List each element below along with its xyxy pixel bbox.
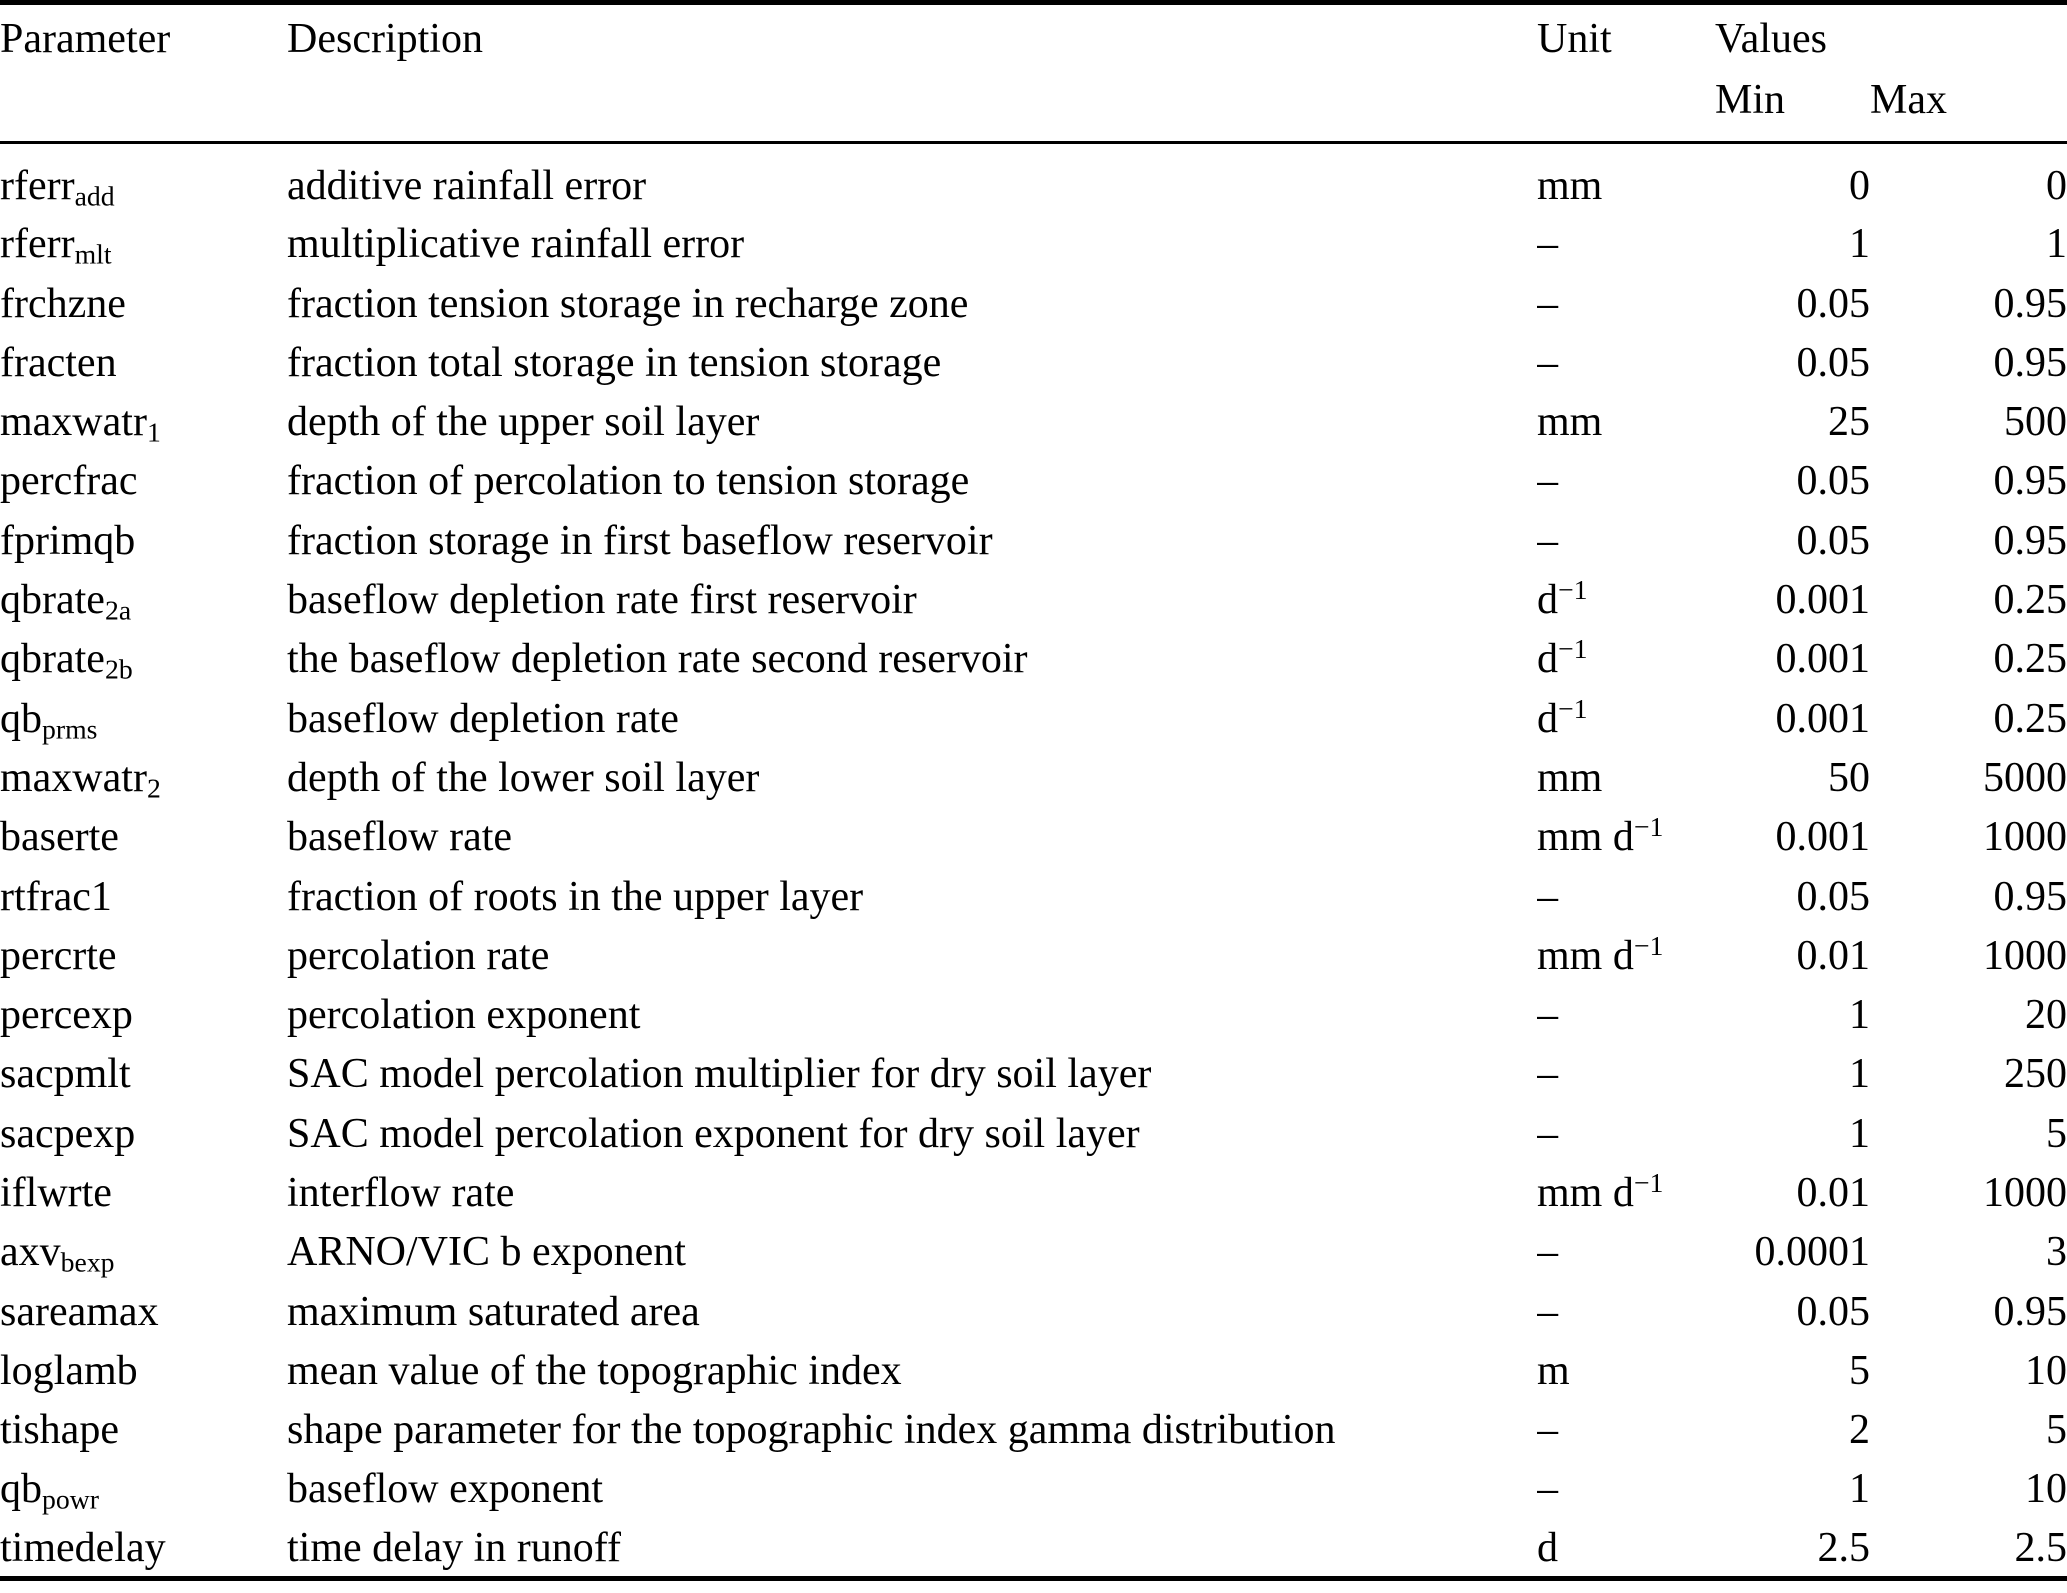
unit-text: mm — [1537, 399, 1603, 446]
min-value: 1 — [1849, 1466, 1870, 1513]
max-value: 10 — [2025, 1466, 2067, 1513]
column-header-unit: Unit — [1537, 3, 1715, 73]
min-value: 0.01 — [1796, 1170, 1870, 1216]
column-header-min: Min — [1715, 73, 1870, 143]
parameter-cell — [0, 689, 287, 748]
table-row — [0, 689, 2067, 748]
min-value: 0.01 — [1796, 932, 1870, 979]
parameter-name: loglamb — [0, 1347, 138, 1394]
min-value: 1 — [1849, 1110, 1870, 1157]
header-spacer — [0, 73, 1715, 143]
parameter-cell — [0, 926, 287, 985]
parameter-name: rtfrac1 — [0, 873, 112, 920]
max-value: 10 — [2025, 1347, 2067, 1394]
parameter-cell — [0, 215, 287, 274]
parameter-name: rferr — [0, 221, 75, 268]
unit-text: – — [1537, 458, 1558, 505]
unit-cell — [1537, 867, 1715, 926]
unit-cell — [1537, 1223, 1715, 1282]
min-value: 0.05 — [1796, 339, 1870, 386]
max-value: 0.95 — [1993, 280, 2067, 327]
parameter-name: percexp — [0, 992, 133, 1039]
parameter-subscript: add — [74, 180, 115, 212]
parameter-name: qb — [0, 1466, 42, 1513]
unit-cell — [1537, 143, 1715, 215]
parameter-name: percrte — [0, 932, 117, 979]
table-row — [0, 274, 2067, 333]
parameter-name: baserte — [0, 814, 119, 861]
unit-cell — [1537, 1164, 1715, 1223]
parameter-subscript: 2b — [104, 653, 133, 685]
parameter-name: iflwrte — [0, 1170, 112, 1216]
parameter-name: qbrate — [0, 577, 105, 624]
description-cell: percolation exponent — [287, 992, 641, 1039]
min-value: 1 — [1849, 221, 1870, 268]
unit-exponent: −1 — [1633, 811, 1664, 843]
table-header — [0, 3, 2067, 143]
description-cell: baseflow exponent — [287, 1466, 604, 1513]
table-row — [0, 511, 2067, 570]
unit-text: mm d — [1537, 1170, 1634, 1216]
header-row-1 — [0, 3, 2067, 73]
unit-cell — [1537, 1401, 1715, 1460]
description-cell: the baseflow depletion rate second reservoir — [287, 636, 1028, 683]
unit-text: – — [1537, 873, 1558, 920]
parameter-cell — [0, 511, 287, 570]
max-value: 0 — [2046, 162, 2067, 209]
parameter-name: percfrac — [0, 458, 138, 505]
description-cell: SAC model percolation multiplier for dry soil layer — [287, 1051, 1152, 1098]
parameter-cell — [0, 452, 287, 511]
unit-text: – — [1537, 517, 1558, 564]
min-value: 1 — [1849, 992, 1870, 1039]
parameter-cell — [0, 748, 287, 807]
description-cell: multiplicative rainfall error — [287, 221, 745, 268]
parameter-cell — [0, 986, 287, 1045]
header-row-2 — [0, 73, 2067, 143]
min-value: 0.05 — [1796, 873, 1870, 920]
description-cell: time delay in runoff — [287, 1519, 1537, 1578]
unit-text: m — [1537, 1347, 1570, 1394]
table-row — [0, 867, 2067, 926]
parameter-cell — [0, 333, 287, 392]
min-value: 0.05 — [1796, 1288, 1870, 1335]
column-header-max: Max — [1870, 73, 2067, 143]
parameter-name: timedelay — [0, 1524, 166, 1571]
parameter-name: frchzne — [0, 280, 126, 327]
max-value: 1000 — [1983, 1170, 2067, 1216]
unit-cell — [1537, 1045, 1715, 1104]
unit-cell — [1537, 1519, 1715, 1578]
description-cell: shape parameter for the topographic index gamma distribution — [287, 1407, 1336, 1454]
min-value: 0 — [1849, 162, 1870, 209]
table-row — [0, 986, 2067, 1045]
description-cell: maximum saturated area — [287, 1288, 700, 1335]
parameter-name: maxwatr — [0, 754, 147, 801]
min-value: 1 — [1849, 1051, 1870, 1098]
parameter-name: rferr — [0, 162, 75, 209]
description-cell: baseflow depletion rate — [287, 695, 679, 742]
unit-text: – — [1537, 1051, 1558, 1098]
parameter-cell — [0, 1223, 287, 1282]
parameter-cell — [0, 1341, 287, 1400]
min-value: 0.001 — [1775, 636, 1870, 683]
min-value: 5 — [1849, 1347, 1870, 1394]
column-header-parameter: Parameter — [0, 3, 287, 73]
unit-text: d — [1537, 636, 1558, 683]
table-row — [0, 452, 2067, 511]
parameter-cell — [0, 393, 287, 452]
parameter-subscript: prms — [42, 713, 98, 745]
parameter-name: maxwatr — [0, 399, 147, 446]
min-value: 0.0001 — [1754, 1229, 1870, 1276]
description-cell: SAC model percolation exponent for dry soil layer — [287, 1110, 1140, 1157]
max-value: 5000 — [1983, 754, 2067, 801]
table-row — [0, 333, 2067, 392]
parameter-name: tishape — [0, 1407, 119, 1454]
unit-text: – — [1537, 1407, 1558, 1454]
unit-text: – — [1537, 221, 1558, 268]
unit-text: d — [1537, 695, 1558, 742]
unit-cell — [1537, 689, 1715, 748]
unit-cell — [1537, 808, 1715, 867]
description-cell: ARNO/VIC b exponent — [287, 1229, 686, 1276]
unit-text: mm — [1537, 754, 1603, 801]
unit-cell — [1537, 630, 1715, 689]
table-row — [0, 143, 2067, 215]
min-value: 2 — [1849, 1407, 1870, 1454]
unit-text: – — [1537, 992, 1558, 1039]
max-value: 1 — [2046, 221, 2067, 268]
max-value: 0.25 — [1993, 695, 2067, 742]
max-value: 1000 — [1983, 814, 2067, 861]
unit-cell — [1537, 274, 1715, 333]
description-cell: fraction of roots in the upper layer — [287, 873, 864, 920]
parameter-name: sareamax — [0, 1288, 159, 1335]
table-row — [0, 1223, 2067, 1282]
parameter-subscript: powr — [42, 1484, 99, 1516]
description-cell: depth of the upper soil layer — [287, 399, 760, 446]
parameter-name: fprimqb — [0, 517, 136, 564]
description-cell: interflow rate — [287, 1170, 515, 1216]
parameter-cell — [0, 143, 287, 215]
parameter-name: sacpexp — [0, 1110, 136, 1157]
parameter-cell — [0, 1164, 287, 1223]
parameter-name: qbrate — [0, 636, 105, 683]
parameter-name: qb — [0, 695, 42, 742]
unit-exponent: −1 — [1558, 574, 1588, 606]
unit-cell — [1537, 393, 1715, 452]
column-header-values: Values — [1715, 3, 2067, 73]
table-row — [0, 748, 2067, 807]
description-cell: mean value of the topographic index — [287, 1347, 902, 1394]
description-cell: fraction of percolation to tension storage — [287, 458, 970, 505]
min-value: 0.05 — [1796, 280, 1870, 327]
unit-cell — [1537, 215, 1715, 274]
unit-exponent: −1 — [1558, 692, 1588, 724]
unit-exponent: −1 — [1633, 929, 1664, 961]
unit-cell — [1537, 1341, 1715, 1400]
max-value: 0.95 — [1993, 458, 2067, 505]
max-value: 20 — [2025, 992, 2067, 1039]
unit-cell — [1537, 1460, 1715, 1519]
parameter-name: fracten — [0, 339, 117, 386]
max-value: 3 — [2046, 1229, 2067, 1276]
unit-text: – — [1537, 280, 1558, 327]
min-value: 25 — [1828, 399, 1870, 446]
parameter-cell — [0, 1519, 287, 1578]
max-value: 250 — [2004, 1051, 2067, 1098]
unit-text: – — [1537, 1110, 1558, 1157]
parameter-cell — [0, 1104, 287, 1163]
unit-cell — [1537, 1282, 1715, 1341]
unit-cell — [1537, 511, 1715, 570]
description-cell: depth of the lower soil layer — [287, 754, 760, 801]
min-value: 0.05 — [1796, 517, 1870, 564]
table-row — [0, 571, 2067, 630]
description-cell: additive rainfall error — [287, 162, 647, 209]
parameter-subscript: 2a — [104, 594, 132, 626]
table-row — [0, 808, 2067, 867]
parameter-subscript: 2 — [146, 772, 161, 804]
parameter-cell — [0, 808, 287, 867]
max-value: 1000 — [1983, 932, 2067, 979]
min-value: 0.001 — [1775, 695, 1870, 742]
table-row — [0, 1045, 2067, 1104]
unit-text: d — [1537, 1524, 1558, 1571]
unit-cell — [1537, 748, 1715, 807]
column-header-description: Description — [287, 3, 1537, 73]
table-row — [0, 1282, 2067, 1341]
min-value: 0.001 — [1775, 577, 1870, 624]
unit-cell — [1537, 333, 1715, 392]
unit-text: – — [1537, 1229, 1558, 1276]
max-value: 5 — [2046, 1110, 2067, 1157]
min-value: 0.05 — [1796, 458, 1870, 505]
table-row — [0, 1401, 2067, 1460]
parameter-subscript: mlt — [74, 238, 112, 270]
max-value: 0.25 — [1993, 636, 2067, 683]
min-value: 50 — [1828, 754, 1870, 801]
table-row — [0, 1519, 2067, 1578]
table-row — [0, 1164, 2067, 1223]
table-row — [0, 1104, 2067, 1163]
max-value: 0.95 — [1993, 339, 2067, 386]
unit-cell — [1537, 452, 1715, 511]
table-row — [0, 393, 2067, 452]
parameter-cell — [0, 1401, 287, 1460]
description-cell: percolation rate — [287, 932, 550, 979]
parameter-subscript: bexp — [60, 1246, 115, 1278]
table-body — [0, 143, 2067, 1579]
unit-text: mm — [1537, 162, 1603, 209]
description-cell: fraction tension storage in recharge zone — [287, 280, 969, 327]
max-value: 0.95 — [1993, 873, 2067, 920]
description-cell: fraction storage in first baseflow reservoir — [287, 517, 993, 564]
parameter-subscript: 1 — [146, 416, 161, 448]
parameter-cell — [0, 274, 287, 333]
table-row — [0, 926, 2067, 985]
unit-text: – — [1537, 339, 1558, 386]
parameter-cell — [0, 571, 287, 630]
unit-cell — [1537, 986, 1715, 1045]
max-value: 0.25 — [1993, 577, 2067, 624]
unit-cell — [1537, 571, 1715, 630]
description-cell: baseflow depletion rate first reservoir — [287, 577, 917, 624]
unit-exponent: −1 — [1633, 1167, 1664, 1199]
max-value: 500 — [2004, 399, 2067, 446]
unit-exponent: −1 — [1558, 633, 1588, 665]
parameter-name: axv — [0, 1229, 61, 1276]
max-value: 0.95 — [1993, 1288, 2067, 1335]
table-row — [0, 630, 2067, 689]
table-row — [0, 1460, 2067, 1519]
table-row — [0, 1341, 2067, 1400]
parameter-name: sacpmlt — [0, 1051, 131, 1098]
parameter-cell — [0, 630, 287, 689]
max-value: 0.95 — [1993, 517, 2067, 564]
parameter-cell — [0, 1282, 287, 1341]
min-value: 2.5 — [1715, 1519, 1870, 1578]
unit-text: d — [1537, 577, 1558, 624]
parameter-cell — [0, 1460, 287, 1519]
unit-text: – — [1537, 1288, 1558, 1335]
max-value: 2.5 — [1870, 1519, 2067, 1578]
unit-cell — [1537, 1104, 1715, 1163]
unit-text: – — [1537, 1466, 1558, 1513]
unit-text: mm d — [1537, 814, 1634, 861]
parameter-cell — [0, 867, 287, 926]
min-value: 0.001 — [1775, 814, 1870, 861]
max-value: 5 — [2046, 1407, 2067, 1454]
description-cell: baseflow rate — [287, 814, 513, 861]
description-cell: fraction total storage in tension storage — [287, 339, 942, 386]
unit-cell — [1537, 926, 1715, 985]
unit-text: mm d — [1537, 932, 1634, 979]
table-row — [0, 215, 2067, 274]
parameter-cell — [0, 1045, 287, 1104]
